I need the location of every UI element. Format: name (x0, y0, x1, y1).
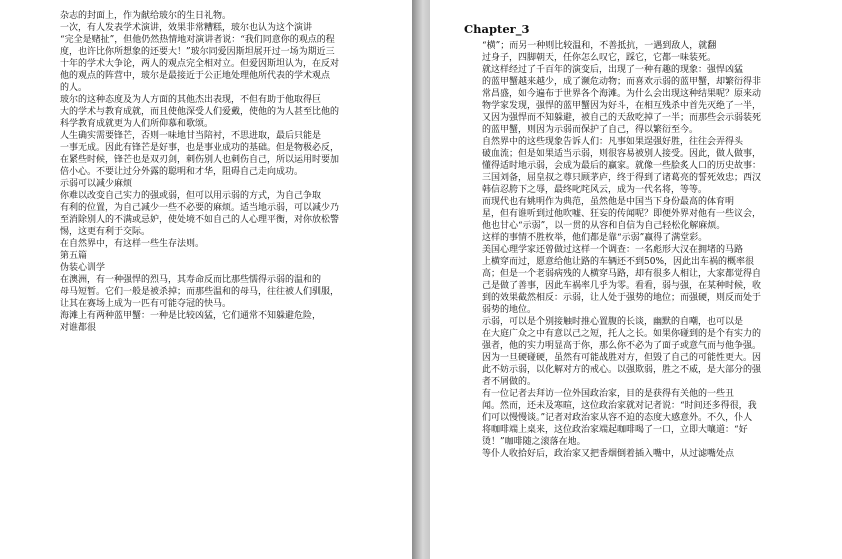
left-page (0, 0, 412, 559)
right-page (430, 0, 842, 559)
right-page-text: “横”；而另一种则比较温和，不善抵抗，一遇到敌人，就翻 过身子，四脚朝天，任你怎么叹它，踩它，它都一味装死。 就这样经过了千百年的演变后，出现了一种有趣的现象：强悍凶猛 的蓝甲蟹越来越少，成了濒危动物；而喜欢示弱的蓝甲蟹，却繁衍得非 常昌盛，如今遍布于世界各个海滩。为什么会出现这种结果呢？原来动 物学家发现，强悍的蓝甲蟹因为好斗，在相互残杀中首先灭绝了一半， 又因为强悍而不知躲避，被自己的天敌吃掉了一半；而那些会示弱装死 的蓝甲蟹，则因为示弱而保护了自己，得以繁衍至今。 自然界中的这些现象告诉人们：凡事如果逞强好胜，往往会弄得头 破血流；但是如果适当示弱，则很容易被别人接受。因此，做人做事， 懂得适时地示弱，会成为最后的赢家。就像一些脍炙人口的历史故事： 三国刘备，屈皇叔之尊只顾茅庐，终于得到了诸葛亮的誓死效忠；西汉 韩信忍胯下之辱，最终叱咤风云，成为一代名将，等等。 而现代也有姚明作为典范，虽然他是中国当下身份最高的体育明 星，但有谁听到过他吹嘘、狂妄的传闻呢？即便外界对他有一些议会， 他也甘心“示弱”，以一贯的从容和自信为自己轻松化解麻烦。 这样的事情不胜枚举，他们都是靠“示弱”赢得了满堂彩。 美国心理学家还曾做过这样一个调查：一名彪形大汉在拥堵的马路 上横穿而过，愿意给他让路的车辆还不到50%，因此出车祸的概率很 高；但是一个老弱病残的人横穿马路，却有很多人相让，大家都觉得自 己是做了善事，因此车祸率几乎为零。看看，弱与强，在某种时候，收 到的效果截然相反：示弱，让人处于强势的地位；而强硬，则反而处于 弱势的地位。 示弱，可以是个别接触时推心置腹的长谈，幽默的自嘲，也可以是 在大庭广众之中有意以己之短，托人之长。如果你碰到的是个有实力的 强者，他的实力明显高于你，那么你不必为了面子或意气而与他争强。 因为一旦硬碰硬，虽然有可能战胜对方，但毁了自己的可能性更大。因 此不妨示弱，以化解对方的戒心。以强欺弱，胜之不威，是大部分的强 者不屑做的。 有一位记者去拜访一位外国政治家，目的是获得有关他的一些丑 闻。然而，还未及寒暄，这位政治家就对记者说：“时间还多得很，我 们可以慢慢谈。”记者对政治家从容不迫的态度大感意外。不久，仆人 将咖啡端上桌来，这位政治家端起咖啡喝了一口，立即大嚷道：“好 烫！”咖啡随之滚落在地。 等仆人收拾好后，政治家又把香烟倒着插入嘴中，从过滤嘴处点 (482, 41, 762, 459)
chapter-title: Chapter_3 (464, 22, 530, 36)
left-page-text: 杂志的封面上，作为献给玻尔的生日礼物。 一次，有人发表学术演讲，效果非常糟糕，玻尔也认为这个演讲 “完全是赌扯”，但他仍然热情地对演讲者说：“我们同意你的观点的程 度，也许比你所想象的还要大！”玻尔同爱因斯坦展开过一场为期近三 十年的学术大争论，两人的观点完全相对立。但爱因斯坦认为，在反对 他的观点的阵营中，玻尔是最接近于公正地处理他所代表的学术观点 的人。 玻尔的这种态度及为人方面的其他杰出表现，不但有助于他取得巨 大的学术与教育成就，而且使他深受人们爱戴，使他的为人甚至比他的 科学教育成就更为人们所仰慕和歌颂。 人生确实需要锋芒，否则一味地甘当陪衬，不思进取，最后只能是 一事无成。因此有锋芒是好事，也是事业成功的基础。但是物极必反， 在紧些时候，锋芒也是双刃剑，刺伤别人也刺伤自己，所以运用时要加 倍小心。不要让过分外露的聪明和才华，阻碍自己走向成功。 示弱可以减少麻烦 你难以改变自己实力的强或弱，但可以用示弱的方式，为自己争取 有利的位置，为自己减少一些不必要的麻烦。适当地示弱，可以减少乃 至消除别人的不满或忌妒，使处境不如自己的人心理平衡，对你放松警 惕，这更有利于交际。 在自然界中，有这样一些生存法则。 第五篇 伪装心训学 在澳洲，有一种强悍的烈马，其寿命反而比那些懦得示弱的温和的 母马短暂。它们一般是被杀掉；而那些温和的母马，往往被人们驯服， 让其在赛场上成为一匹有可能夺冠的快马。 海滩上有两种蓝甲蟹：一种是比较凶猛，它们通常不知躲避危险， 对谁都很 (60, 11, 340, 333)
page-gutter (412, 0, 430, 559)
